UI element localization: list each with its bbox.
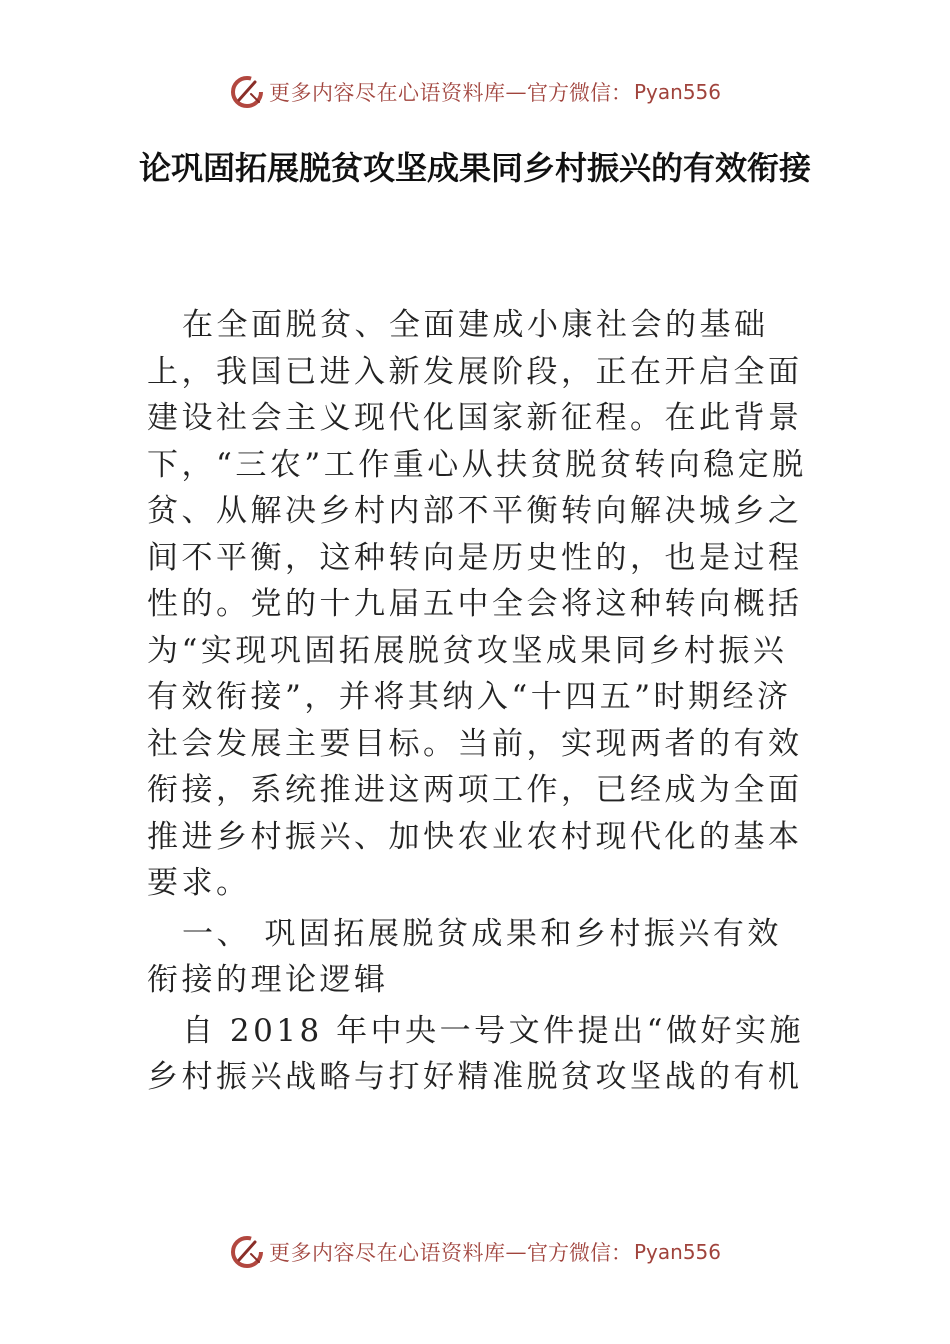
document-title: 论巩固拓展脱贫攻坚成果同乡村振兴的有效衔接 [138, 149, 811, 187]
brush-circle-logo-icon [229, 1234, 265, 1270]
banner-wechat-label: 官方微信： [526, 81, 632, 105]
header-banner [0, 72, 950, 112]
paragraph: 自 2018 年中央一号文件提出“做好实施乡村振兴战略与打好精准脱贫攻坚战的有机 [147, 1012, 804, 1095]
banner-separator: — [505, 80, 527, 104]
section-heading: 一、 巩固拓展脱贫成果和乡村振兴有效衔接的理论逻辑 [147, 915, 782, 998]
brush-circle-logo-icon [229, 74, 265, 110]
banner-wechat-label: 官方微信： [526, 1241, 632, 1265]
banner-separator: — [505, 1240, 527, 1264]
banner-text: 更多内容尽在心语资料库 [268, 81, 506, 105]
footer-banner [0, 1232, 950, 1272]
banner-text: 更多内容尽在心语资料库 [268, 1241, 506, 1265]
banner-wechat-id: Pyan556 [633, 80, 721, 104]
document-body [147, 302, 812, 1101]
banner-wechat-id: Pyan556 [633, 1240, 721, 1264]
paragraph: 在全面脱贫、全面建成小康社会的基础上，我国已进入新发展阶段，正在开启全面建设社会主义现代化国家新征程。在此背景下，“三农”工作重心从扶贫脱贫转向稳定脱贫、从解决乡村内部不平衡转向解决城乡之间不平衡，这种转向是历史性的，也是过程性的。党的十九届五中全会将这种转向概括为“实现巩固拓展脱贫攻坚成果同乡村振兴有效衔接”，并将其纳入“十四五”时期经济社会发展主要目标。当前，实现两者的有效衔接，系统推进这两项工作，已经成为全面推进乡村振兴、加快农业农村现代化的基本要求。 [147, 307, 807, 901]
